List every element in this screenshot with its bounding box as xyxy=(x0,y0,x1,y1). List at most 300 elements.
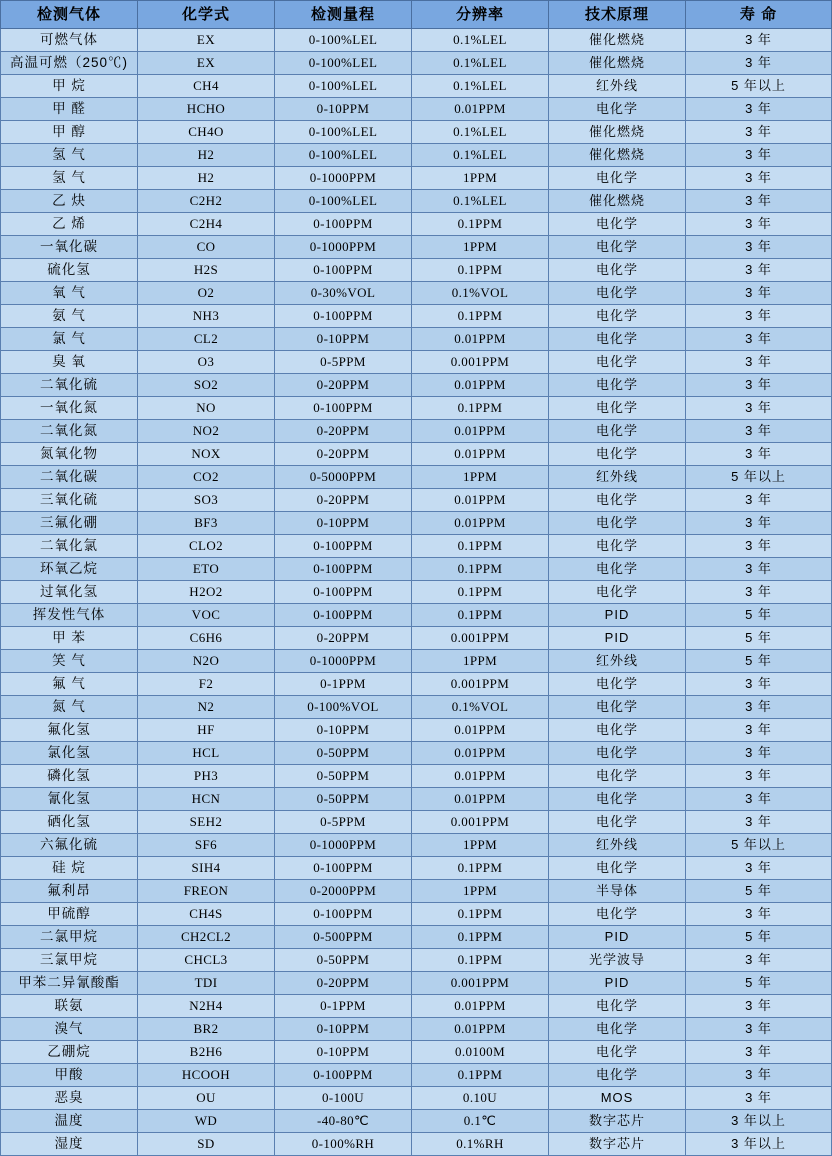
cell-detection-range: 0-50PPM xyxy=(275,765,412,788)
cell-gas-name: 湿度 xyxy=(1,1133,138,1156)
cell-resolution: 0.001PPM xyxy=(412,351,549,374)
cell-resolution: 0.01PPM xyxy=(412,420,549,443)
cell-chemical-formula: C2H2 xyxy=(138,190,275,213)
cell-lifespan: 3 年 xyxy=(686,190,832,213)
cell-chemical-formula: WD xyxy=(138,1110,275,1133)
cell-technical-principle: 红外线 xyxy=(549,650,686,673)
cell-chemical-formula: OU xyxy=(138,1087,275,1110)
cell-gas-name: 一氧化碳 xyxy=(1,236,138,259)
cell-gas-name: 硫化氢 xyxy=(1,259,138,282)
cell-resolution: 0.1%RH xyxy=(412,1133,549,1156)
cell-detection-range: 0-100PPM xyxy=(275,857,412,880)
cell-chemical-formula: CHCL3 xyxy=(138,949,275,972)
cell-lifespan: 5 年 xyxy=(686,880,832,903)
table-row xyxy=(1,144,832,167)
cell-gas-name: 二氧化氮 xyxy=(1,420,138,443)
cell-detection-range: 0-10PPM xyxy=(275,1041,412,1064)
cell-resolution: 0.01PPM xyxy=(412,788,549,811)
cell-resolution: 0.01PPM xyxy=(412,742,549,765)
cell-resolution: 0.1PPM xyxy=(412,1064,549,1087)
cell-technical-principle: 电化学 xyxy=(549,811,686,834)
cell-resolution: 0.1%LEL xyxy=(412,190,549,213)
cell-chemical-formula: NO2 xyxy=(138,420,275,443)
cell-chemical-formula: TDI xyxy=(138,972,275,995)
cell-technical-principle: 电化学 xyxy=(549,397,686,420)
cell-technical-principle: 红外线 xyxy=(549,75,686,98)
cell-detection-range: 0-100PPM xyxy=(275,903,412,926)
cell-gas-name: 氟化氢 xyxy=(1,719,138,742)
cell-technical-principle: 电化学 xyxy=(549,374,686,397)
cell-gas-name: 氢 气 xyxy=(1,144,138,167)
cell-detection-range: 0-100U xyxy=(275,1087,412,1110)
cell-lifespan: 3 年 xyxy=(686,535,832,558)
table-row xyxy=(1,995,832,1018)
cell-detection-range: 0-50PPM xyxy=(275,742,412,765)
cell-gas-name: 氢 气 xyxy=(1,167,138,190)
cell-gas-name: 硅 烷 xyxy=(1,857,138,880)
cell-chemical-formula: CLO2 xyxy=(138,535,275,558)
table-row xyxy=(1,604,832,627)
cell-resolution: 0.01PPM xyxy=(412,1018,549,1041)
cell-resolution: 0.1%LEL xyxy=(412,144,549,167)
cell-resolution: 0.001PPM xyxy=(412,673,549,696)
cell-gas-name: 六氟化硫 xyxy=(1,834,138,857)
cell-resolution: 0.01PPM xyxy=(412,489,549,512)
cell-resolution: 0.1PPM xyxy=(412,581,549,604)
cell-technical-principle: 电化学 xyxy=(549,535,686,558)
cell-chemical-formula: N2O xyxy=(138,650,275,673)
table-row xyxy=(1,29,832,52)
table-row xyxy=(1,788,832,811)
cell-technical-principle: 催化燃烧 xyxy=(549,144,686,167)
cell-resolution: 0.001PPM xyxy=(412,627,549,650)
table-row xyxy=(1,719,832,742)
cell-gas-name: 三氟化硼 xyxy=(1,512,138,535)
cell-gas-name: 磷化氢 xyxy=(1,765,138,788)
cell-resolution: 0.1PPM xyxy=(412,213,549,236)
cell-chemical-formula: FREON xyxy=(138,880,275,903)
cell-detection-range: 0-10PPM xyxy=(275,512,412,535)
cell-lifespan: 3 年 xyxy=(686,167,832,190)
cell-resolution: 0.1PPM xyxy=(412,535,549,558)
cell-resolution: 0.1PPM xyxy=(412,558,549,581)
cell-resolution: 0.1%LEL xyxy=(412,75,549,98)
cell-gas-name: 一氧化氮 xyxy=(1,397,138,420)
cell-gas-name: 溴气 xyxy=(1,1018,138,1041)
cell-chemical-formula: C2H4 xyxy=(138,213,275,236)
cell-technical-principle: 电化学 xyxy=(549,581,686,604)
cell-lifespan: 3 年 xyxy=(686,351,832,374)
cell-technical-principle: 电化学 xyxy=(549,995,686,1018)
cell-technical-principle: 数字芯片 xyxy=(549,1133,686,1156)
cell-detection-range: 0-100%LEL xyxy=(275,75,412,98)
table-row xyxy=(1,98,832,121)
table-row xyxy=(1,443,832,466)
cell-chemical-formula: ETO xyxy=(138,558,275,581)
cell-chemical-formula: NOX xyxy=(138,443,275,466)
cell-gas-name: 二氧化碳 xyxy=(1,466,138,489)
cell-chemical-formula: HCL xyxy=(138,742,275,765)
cell-resolution: 0.1%LEL xyxy=(412,52,549,75)
cell-gas-name: 笑 气 xyxy=(1,650,138,673)
cell-detection-range: 0-100PPM xyxy=(275,397,412,420)
cell-lifespan: 3 年以上 xyxy=(686,1133,832,1156)
cell-chemical-formula: N2 xyxy=(138,696,275,719)
table-row xyxy=(1,972,832,995)
cell-gas-name: 二氯甲烷 xyxy=(1,926,138,949)
table-row xyxy=(1,121,832,144)
cell-gas-name: 甲 醛 xyxy=(1,98,138,121)
table-body xyxy=(1,29,832,1156)
cell-technical-principle: 电化学 xyxy=(549,673,686,696)
cell-lifespan: 3 年 xyxy=(686,420,832,443)
cell-detection-range: 0-100PPM xyxy=(275,535,412,558)
cell-lifespan: 3 年 xyxy=(686,144,832,167)
cell-technical-principle: PID xyxy=(549,627,686,650)
cell-technical-principle: 电化学 xyxy=(549,213,686,236)
cell-technical-principle: 电化学 xyxy=(549,788,686,811)
cell-gas-name: 氨 气 xyxy=(1,305,138,328)
cell-resolution: 0.01PPM xyxy=(412,995,549,1018)
cell-lifespan: 3 年 xyxy=(686,903,832,926)
cell-detection-range: 0-20PPM xyxy=(275,443,412,466)
cell-lifespan: 3 年 xyxy=(686,213,832,236)
cell-chemical-formula: HCHO xyxy=(138,98,275,121)
cell-detection-range: 0-1000PPM xyxy=(275,167,412,190)
cell-lifespan: 3 年以上 xyxy=(686,1110,832,1133)
table-row xyxy=(1,420,832,443)
cell-resolution: 0.1%VOL xyxy=(412,282,549,305)
cell-gas-name: 甲苯二异氰酸酯 xyxy=(1,972,138,995)
cell-gas-name: 硒化氢 xyxy=(1,811,138,834)
cell-resolution: 0.1%LEL xyxy=(412,29,549,52)
cell-lifespan: 3 年 xyxy=(686,765,832,788)
cell-lifespan: 5 年 xyxy=(686,926,832,949)
cell-lifespan: 3 年 xyxy=(686,29,832,52)
cell-gas-name: 高温可燃（250℃) xyxy=(1,52,138,75)
table-row xyxy=(1,75,832,98)
cell-detection-range: 0-20PPM xyxy=(275,374,412,397)
cell-technical-principle: 电化学 xyxy=(549,1041,686,1064)
cell-gas-name: 二氧化氯 xyxy=(1,535,138,558)
cell-technical-principle: 电化学 xyxy=(549,420,686,443)
cell-technical-principle: 催化燃烧 xyxy=(549,121,686,144)
cell-lifespan: 3 年 xyxy=(686,259,832,282)
cell-chemical-formula: SO2 xyxy=(138,374,275,397)
cell-lifespan: 5 年 xyxy=(686,604,832,627)
cell-lifespan: 5 年 xyxy=(686,627,832,650)
cell-gas-name: 甲 苯 xyxy=(1,627,138,650)
cell-gas-name: 氮 气 xyxy=(1,696,138,719)
table-row xyxy=(1,558,832,581)
cell-lifespan: 3 年 xyxy=(686,788,832,811)
cell-detection-range: 0-20PPM xyxy=(275,972,412,995)
cell-technical-principle: 电化学 xyxy=(549,1064,686,1087)
cell-technical-principle: 电化学 xyxy=(549,259,686,282)
column-header-chemical-formula: 化学式 xyxy=(138,1,275,29)
cell-chemical-formula: H2 xyxy=(138,167,275,190)
table-row xyxy=(1,926,832,949)
cell-chemical-formula: CL2 xyxy=(138,328,275,351)
cell-gas-name: 过氧化氢 xyxy=(1,581,138,604)
cell-technical-principle: 电化学 xyxy=(549,903,686,926)
table-row xyxy=(1,857,832,880)
cell-detection-range: 0-50PPM xyxy=(275,788,412,811)
cell-gas-name: 氧 气 xyxy=(1,282,138,305)
table-row xyxy=(1,1133,832,1156)
cell-gas-name: 氯化氢 xyxy=(1,742,138,765)
cell-detection-range: 0-100PPM xyxy=(275,604,412,627)
cell-detection-range: 0-10PPM xyxy=(275,98,412,121)
cell-chemical-formula: SF6 xyxy=(138,834,275,857)
cell-chemical-formula: H2 xyxy=(138,144,275,167)
cell-lifespan: 3 年 xyxy=(686,121,832,144)
table-row xyxy=(1,328,832,351)
cell-gas-name: 甲硫醇 xyxy=(1,903,138,926)
table-row xyxy=(1,765,832,788)
table-row xyxy=(1,811,832,834)
cell-gas-name: 甲酸 xyxy=(1,1064,138,1087)
cell-chemical-formula: HF xyxy=(138,719,275,742)
cell-chemical-formula: N2H4 xyxy=(138,995,275,1018)
cell-resolution: 0.1PPM xyxy=(412,305,549,328)
cell-detection-range: 0-1000PPM xyxy=(275,834,412,857)
cell-lifespan: 5 年以上 xyxy=(686,75,832,98)
cell-lifespan: 3 年 xyxy=(686,1087,832,1110)
cell-detection-range: 0-100%LEL xyxy=(275,29,412,52)
cell-technical-principle: 电化学 xyxy=(549,328,686,351)
cell-detection-range: 0-30%VOL xyxy=(275,282,412,305)
cell-detection-range: 0-50PPM xyxy=(275,949,412,972)
cell-chemical-formula: H2S xyxy=(138,259,275,282)
table-row xyxy=(1,880,832,903)
cell-detection-range: 0-20PPM xyxy=(275,627,412,650)
cell-resolution: 0.001PPM xyxy=(412,972,549,995)
cell-detection-range: 0-20PPM xyxy=(275,420,412,443)
cell-lifespan: 5 年 xyxy=(686,650,832,673)
table-row xyxy=(1,374,832,397)
cell-detection-range: 0-100PPM xyxy=(275,305,412,328)
cell-resolution: 1PPM xyxy=(412,167,549,190)
column-header-lifespan: 寿 命 xyxy=(686,1,832,29)
cell-chemical-formula: C6H6 xyxy=(138,627,275,650)
table-row xyxy=(1,397,832,420)
cell-detection-range: 0-5000PPM xyxy=(275,466,412,489)
table-row xyxy=(1,236,832,259)
table-row xyxy=(1,1064,832,1087)
cell-technical-principle: 电化学 xyxy=(549,351,686,374)
cell-chemical-formula: SO3 xyxy=(138,489,275,512)
cell-lifespan: 3 年 xyxy=(686,282,832,305)
cell-technical-principle: PID xyxy=(549,972,686,995)
cell-resolution: 0.1PPM xyxy=(412,259,549,282)
cell-chemical-formula: O2 xyxy=(138,282,275,305)
cell-chemical-formula: SD xyxy=(138,1133,275,1156)
cell-lifespan: 3 年 xyxy=(686,995,832,1018)
table-row xyxy=(1,52,832,75)
cell-lifespan: 3 年 xyxy=(686,305,832,328)
cell-chemical-formula: NH3 xyxy=(138,305,275,328)
cell-detection-range: 0-5PPM xyxy=(275,351,412,374)
cell-technical-principle: 催化燃烧 xyxy=(549,52,686,75)
table-row xyxy=(1,673,832,696)
cell-lifespan: 3 年 xyxy=(686,489,832,512)
cell-gas-name: 温度 xyxy=(1,1110,138,1133)
cell-resolution: 0.1PPM xyxy=(412,397,549,420)
cell-detection-range: 0-100%LEL xyxy=(275,190,412,213)
cell-technical-principle: 电化学 xyxy=(549,282,686,305)
cell-lifespan: 3 年 xyxy=(686,374,832,397)
cell-chemical-formula: PH3 xyxy=(138,765,275,788)
cell-lifespan: 5 年 xyxy=(686,972,832,995)
cell-detection-range: 0-100PPM xyxy=(275,581,412,604)
cell-gas-name: 三氧化硫 xyxy=(1,489,138,512)
cell-detection-range: 0-5PPM xyxy=(275,811,412,834)
cell-gas-name: 氟 气 xyxy=(1,673,138,696)
table-row xyxy=(1,949,832,972)
cell-detection-range: 0-100%RH xyxy=(275,1133,412,1156)
cell-chemical-formula: CH4O xyxy=(138,121,275,144)
cell-chemical-formula: HCN xyxy=(138,788,275,811)
cell-gas-name: 三氯甲烷 xyxy=(1,949,138,972)
cell-chemical-formula: EX xyxy=(138,52,275,75)
cell-chemical-formula: EX xyxy=(138,29,275,52)
cell-technical-principle: 电化学 xyxy=(549,1018,686,1041)
cell-gas-name: 乙 烯 xyxy=(1,213,138,236)
cell-resolution: 0.01PPM xyxy=(412,328,549,351)
cell-technical-principle: PID xyxy=(549,604,686,627)
cell-lifespan: 3 年 xyxy=(686,857,832,880)
cell-lifespan: 3 年 xyxy=(686,673,832,696)
cell-resolution: 1PPM xyxy=(412,650,549,673)
table-row xyxy=(1,305,832,328)
cell-resolution: 0.01PPM xyxy=(412,443,549,466)
cell-technical-principle: 电化学 xyxy=(549,742,686,765)
cell-lifespan: 5 年以上 xyxy=(686,834,832,857)
table-header xyxy=(1,1,832,29)
table-row xyxy=(1,535,832,558)
cell-technical-principle: MOS xyxy=(549,1087,686,1110)
cell-lifespan: 3 年 xyxy=(686,512,832,535)
table-row xyxy=(1,351,832,374)
cell-chemical-formula: HCOOH xyxy=(138,1064,275,1087)
cell-gas-name: 氰化氢 xyxy=(1,788,138,811)
cell-technical-principle: 电化学 xyxy=(549,857,686,880)
cell-lifespan: 3 年 xyxy=(686,581,832,604)
cell-lifespan: 3 年 xyxy=(686,1041,832,1064)
cell-resolution: 0.0100M xyxy=(412,1041,549,1064)
cell-lifespan: 3 年 xyxy=(686,397,832,420)
cell-chemical-formula: B2H6 xyxy=(138,1041,275,1064)
cell-technical-principle: 红外线 xyxy=(549,466,686,489)
cell-resolution: 1PPM xyxy=(412,834,549,857)
cell-detection-range: 0-20PPM xyxy=(275,489,412,512)
cell-resolution: 0.01PPM xyxy=(412,765,549,788)
cell-technical-principle: 电化学 xyxy=(549,167,686,190)
cell-chemical-formula: SEH2 xyxy=(138,811,275,834)
column-header-resolution: 分辨率 xyxy=(412,1,549,29)
table-row xyxy=(1,650,832,673)
cell-technical-principle: 电化学 xyxy=(549,765,686,788)
cell-lifespan: 3 年 xyxy=(686,98,832,121)
table-header-row xyxy=(1,1,832,29)
table-row xyxy=(1,581,832,604)
cell-chemical-formula: BF3 xyxy=(138,512,275,535)
table-row xyxy=(1,167,832,190)
cell-technical-principle: 催化燃烧 xyxy=(549,29,686,52)
cell-detection-range: 0-1PPM xyxy=(275,995,412,1018)
cell-resolution: 0.01PPM xyxy=(412,512,549,535)
cell-resolution: 0.1PPM xyxy=(412,604,549,627)
cell-gas-name: 乙 炔 xyxy=(1,190,138,213)
cell-gas-name: 氯 气 xyxy=(1,328,138,351)
table-row xyxy=(1,834,832,857)
cell-detection-range: 0-1000PPM xyxy=(275,650,412,673)
cell-technical-principle: 数字芯片 xyxy=(549,1110,686,1133)
table-row xyxy=(1,466,832,489)
cell-gas-name: 二氧化硫 xyxy=(1,374,138,397)
cell-detection-range: 0-2000PPM xyxy=(275,880,412,903)
cell-technical-principle: PID xyxy=(549,926,686,949)
cell-chemical-formula: H2O2 xyxy=(138,581,275,604)
cell-lifespan: 3 年 xyxy=(686,742,832,765)
cell-detection-range: 0-100%VOL xyxy=(275,696,412,719)
table-row xyxy=(1,1018,832,1041)
cell-resolution: 0.01PPM xyxy=(412,719,549,742)
table-row xyxy=(1,512,832,535)
cell-resolution: 0.001PPM xyxy=(412,811,549,834)
cell-resolution: 0.1PPM xyxy=(412,857,549,880)
cell-gas-name: 可燃气体 xyxy=(1,29,138,52)
cell-chemical-formula: O3 xyxy=(138,351,275,374)
cell-gas-name: 乙硼烷 xyxy=(1,1041,138,1064)
cell-lifespan: 3 年 xyxy=(686,696,832,719)
cell-detection-range: 0-100%LEL xyxy=(275,144,412,167)
cell-gas-name: 恶臭 xyxy=(1,1087,138,1110)
cell-chemical-formula: NO xyxy=(138,397,275,420)
cell-detection-range: 0-100PPM xyxy=(275,558,412,581)
cell-detection-range: 0-10PPM xyxy=(275,719,412,742)
table-row xyxy=(1,1087,832,1110)
cell-detection-range: 0-100%LEL xyxy=(275,52,412,75)
cell-gas-name: 甲 醇 xyxy=(1,121,138,144)
table-row xyxy=(1,903,832,926)
cell-chemical-formula: SIH4 xyxy=(138,857,275,880)
cell-lifespan: 3 年 xyxy=(686,949,832,972)
cell-resolution: 0.1PPM xyxy=(412,949,549,972)
table-row xyxy=(1,190,832,213)
cell-technical-principle: 电化学 xyxy=(549,236,686,259)
cell-technical-principle: 电化学 xyxy=(549,512,686,535)
cell-detection-range: 0-100PPM xyxy=(275,259,412,282)
cell-lifespan: 3 年 xyxy=(686,52,832,75)
cell-gas-name: 甲 烷 xyxy=(1,75,138,98)
table-row xyxy=(1,282,832,305)
cell-technical-principle: 催化燃烧 xyxy=(549,190,686,213)
cell-chemical-formula: BR2 xyxy=(138,1018,275,1041)
cell-resolution: 0.1PPM xyxy=(412,903,549,926)
cell-lifespan: 3 年 xyxy=(686,1018,832,1041)
cell-technical-principle: 电化学 xyxy=(549,98,686,121)
cell-lifespan: 3 年 xyxy=(686,236,832,259)
cell-chemical-formula: VOC xyxy=(138,604,275,627)
cell-resolution: 0.01PPM xyxy=(412,98,549,121)
cell-lifespan: 3 年 xyxy=(686,719,832,742)
cell-technical-principle: 电化学 xyxy=(549,696,686,719)
cell-gas-name: 氮氧化物 xyxy=(1,443,138,466)
table-row xyxy=(1,627,832,650)
table-row xyxy=(1,213,832,236)
